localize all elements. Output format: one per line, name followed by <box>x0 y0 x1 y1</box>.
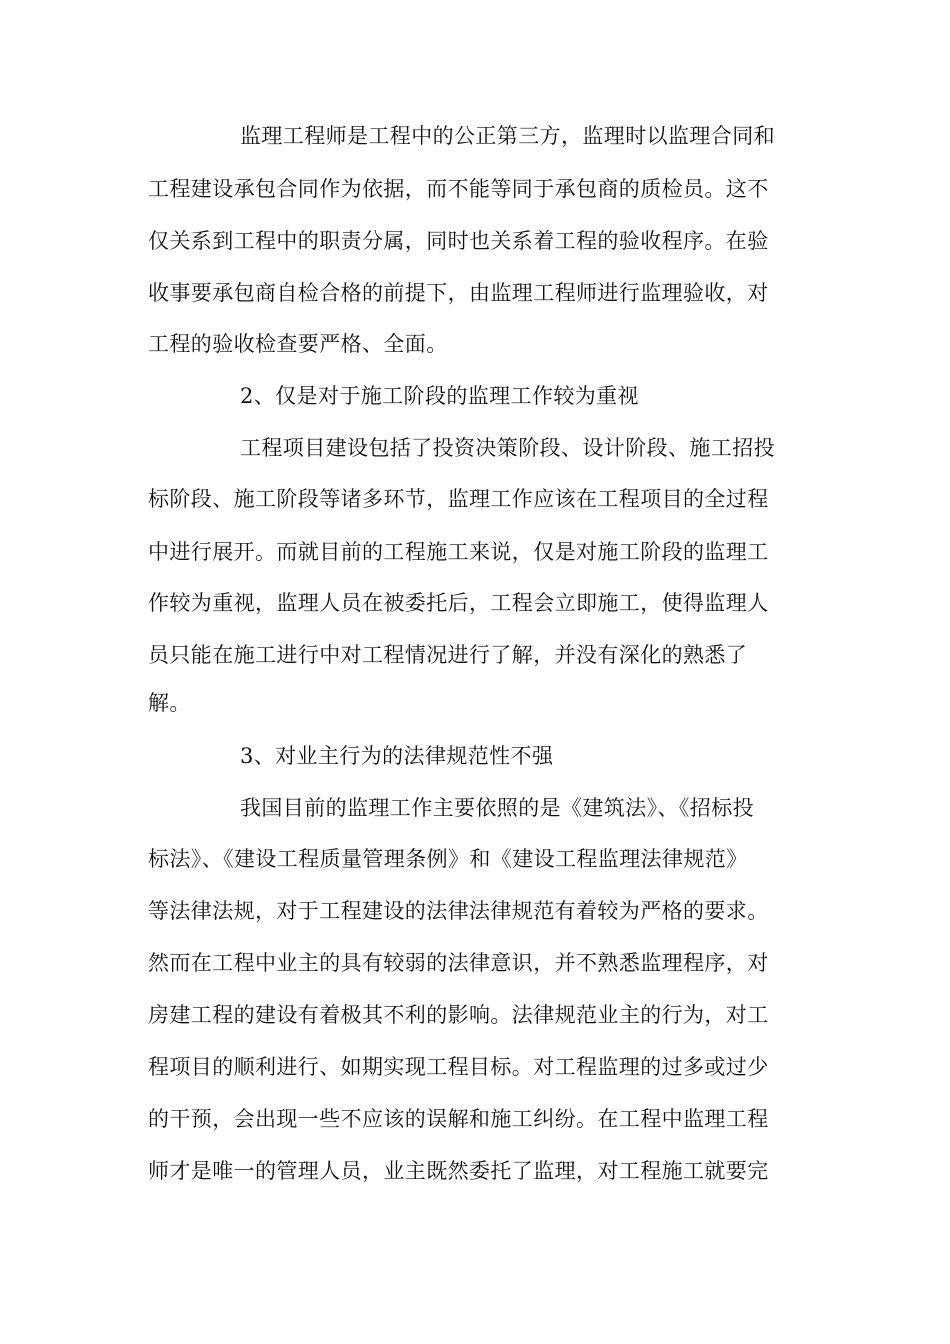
paragraph-line: 等法律法规，对于工程建设的法律法律规范有着较为严格的要求。 <box>148 899 769 923</box>
paragraph-line: 作较为重视，监理人员在被委托后，工程会立即施工，使得监理人 <box>148 591 769 615</box>
paragraph-line: 我国目前的监理工作主要依照的是《建筑法》、《招标投 <box>240 796 754 820</box>
paragraph-line: 的干预，会出现一些不应该的误解和施工纠纷。在工程中监理工程 <box>148 1107 769 1131</box>
paragraph-line: 解。 <box>148 691 191 715</box>
paragraph-line: 标法》、《建设工程质量管理条例》和《建设工程监理法律规范》 <box>148 847 748 871</box>
paragraph-line: 工程的验收检查要严格、全面。 <box>148 332 448 356</box>
section-heading: 3、对业主行为的法律规范性不强 <box>240 744 554 768</box>
paragraph-line: 仅关系到工程中的职责分属，同时也关系着工程的验收程序。在验 <box>148 229 769 253</box>
paragraph-line: 监理工程师是工程中的公正第三方，监理时以监理合同和 <box>240 124 775 148</box>
paragraph-line: 然而在工程中业主的具有较弱的法律意识，并不熟悉监理程序，对 <box>148 951 769 975</box>
section-heading: 2、仅是对于施工阶段的监理工作较为重视 <box>240 384 639 408</box>
paragraph-line: 标阶段、施工阶段等诸多环节，监理工作应该在工程项目的全过程 <box>148 487 769 511</box>
paragraph-line: 员只能在施工进行中对工程情况进行了解，并没有深化的熟悉了 <box>148 643 748 667</box>
paragraph-line: 收事要承包商自检合格的前提下，由监理工程师进行监理验收，对 <box>148 281 769 305</box>
paragraph-line: 房建工程的建设有着极其不利的影响。法律规范业主的行为，对工 <box>148 1003 769 1027</box>
paragraph-line: 工程项目建设包括了投资决策阶段、设计阶段、施工招投 <box>240 436 775 460</box>
paragraph-line: 中进行展开。而就目前的工程施工来说，仅是对施工阶段的监理工 <box>148 540 769 564</box>
paragraph-line: 程项目的顺利进行、如期实现工程目标。对工程监理的过多或过少 <box>148 1055 769 1079</box>
paragraph-line: 师才是唯一的管理人员，业主既然委托了监理，对工程施工就要完 <box>148 1159 769 1183</box>
paragraph-line: 工程建设承包合同作为依据，而不能等同于承包商的质检员。这不 <box>148 177 769 201</box>
